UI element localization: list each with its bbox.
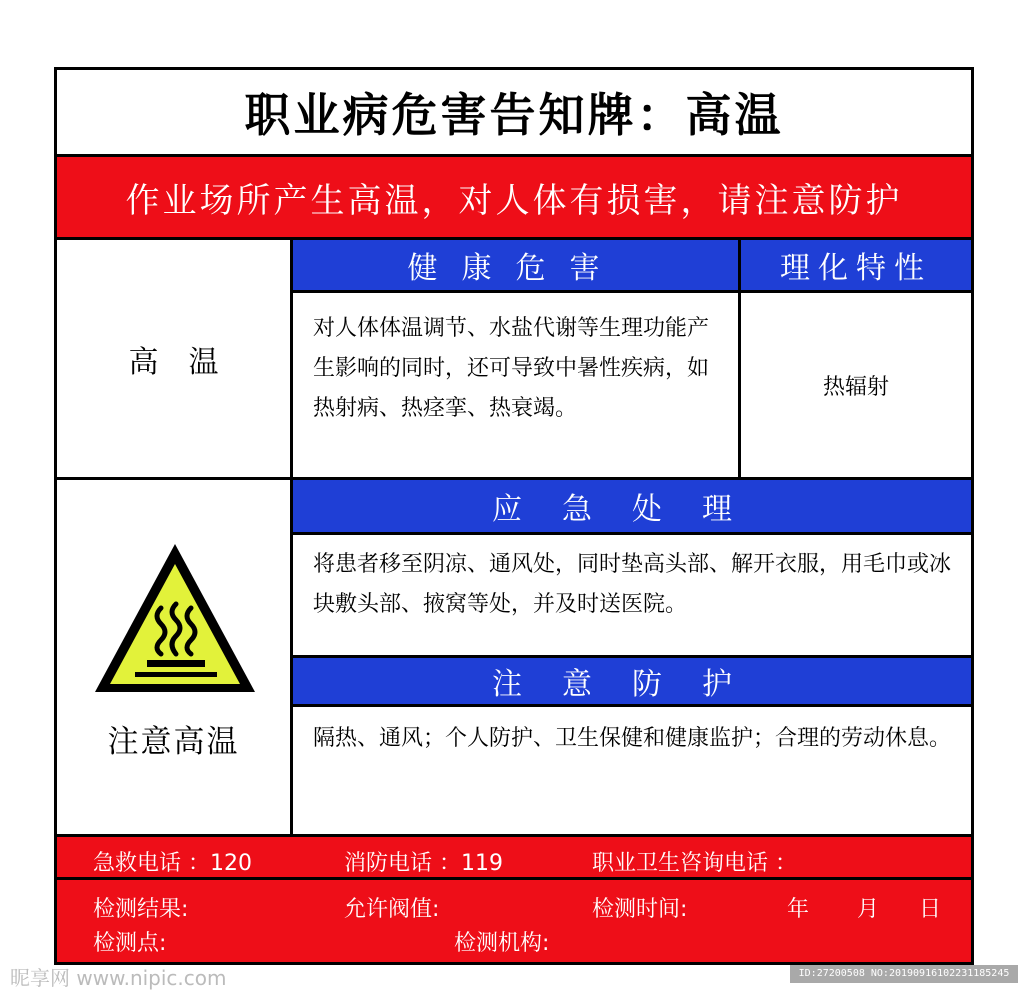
warning-banner: 作业场所产生高温，对人体有损害，请注意防护 (57, 154, 971, 240)
watermark-left: 昵享网 www.nipic.com (10, 966, 227, 990)
occupational-health-phone: 职业卫生咨询电话 ： (592, 851, 797, 876)
inspection-time: 检测时间: (592, 897, 688, 922)
sign-label: 注意高温 (107, 724, 240, 760)
inspection-section (57, 880, 971, 962)
fire-phone: 消防电话 ：119 (344, 851, 503, 876)
board-title: 职业病危害告知牌：高温 (244, 88, 784, 142)
allowed-threshold: 允许阀值: (344, 897, 440, 922)
inspection-point: 检测点: (93, 931, 167, 956)
emergency-header: 应急处理 (293, 480, 971, 532)
inspection-agency: 检测机构: (454, 931, 550, 956)
protection-header: 注意防护 (293, 658, 971, 704)
notice-board (54, 67, 974, 965)
inspection-month: 月 (857, 897, 880, 922)
inspection-result: 检测结果: (93, 897, 189, 922)
hot-surface-warning-icon (89, 538, 261, 700)
health-hazard-text: 对人体体温调节、水盐代谢等生理功能产生影响的同时，还可导致中暑性疾病，如热射病、热痉挛、热衰竭。 (313, 316, 710, 421)
watermark-right: ID:27200508 NO:20190916102231185245 (790, 965, 1018, 983)
inspection-year: 年 (787, 897, 810, 922)
divider (57, 477, 293, 480)
health-hazard-header: 健康危害 (293, 240, 738, 290)
hazard-name: 高温 (128, 344, 249, 380)
property-text: 热辐射 (822, 374, 889, 400)
protection-text: 隔热、通风；个人防护、卫生保健和健康监护；合理的劳动休息。 (313, 726, 952, 751)
inspection-day: 日 (919, 897, 942, 922)
emergency-text: 将患者移至阴凉、通风处，同时垫高头部、解开衣服，用毛巾或冰块敷头部、掖窝等处，并及时送医院。 (313, 552, 952, 617)
property-header: 理化特性 (741, 240, 971, 290)
first-aid-phone: 急救电话 ：120 (93, 851, 252, 876)
phone-row (57, 834, 971, 880)
